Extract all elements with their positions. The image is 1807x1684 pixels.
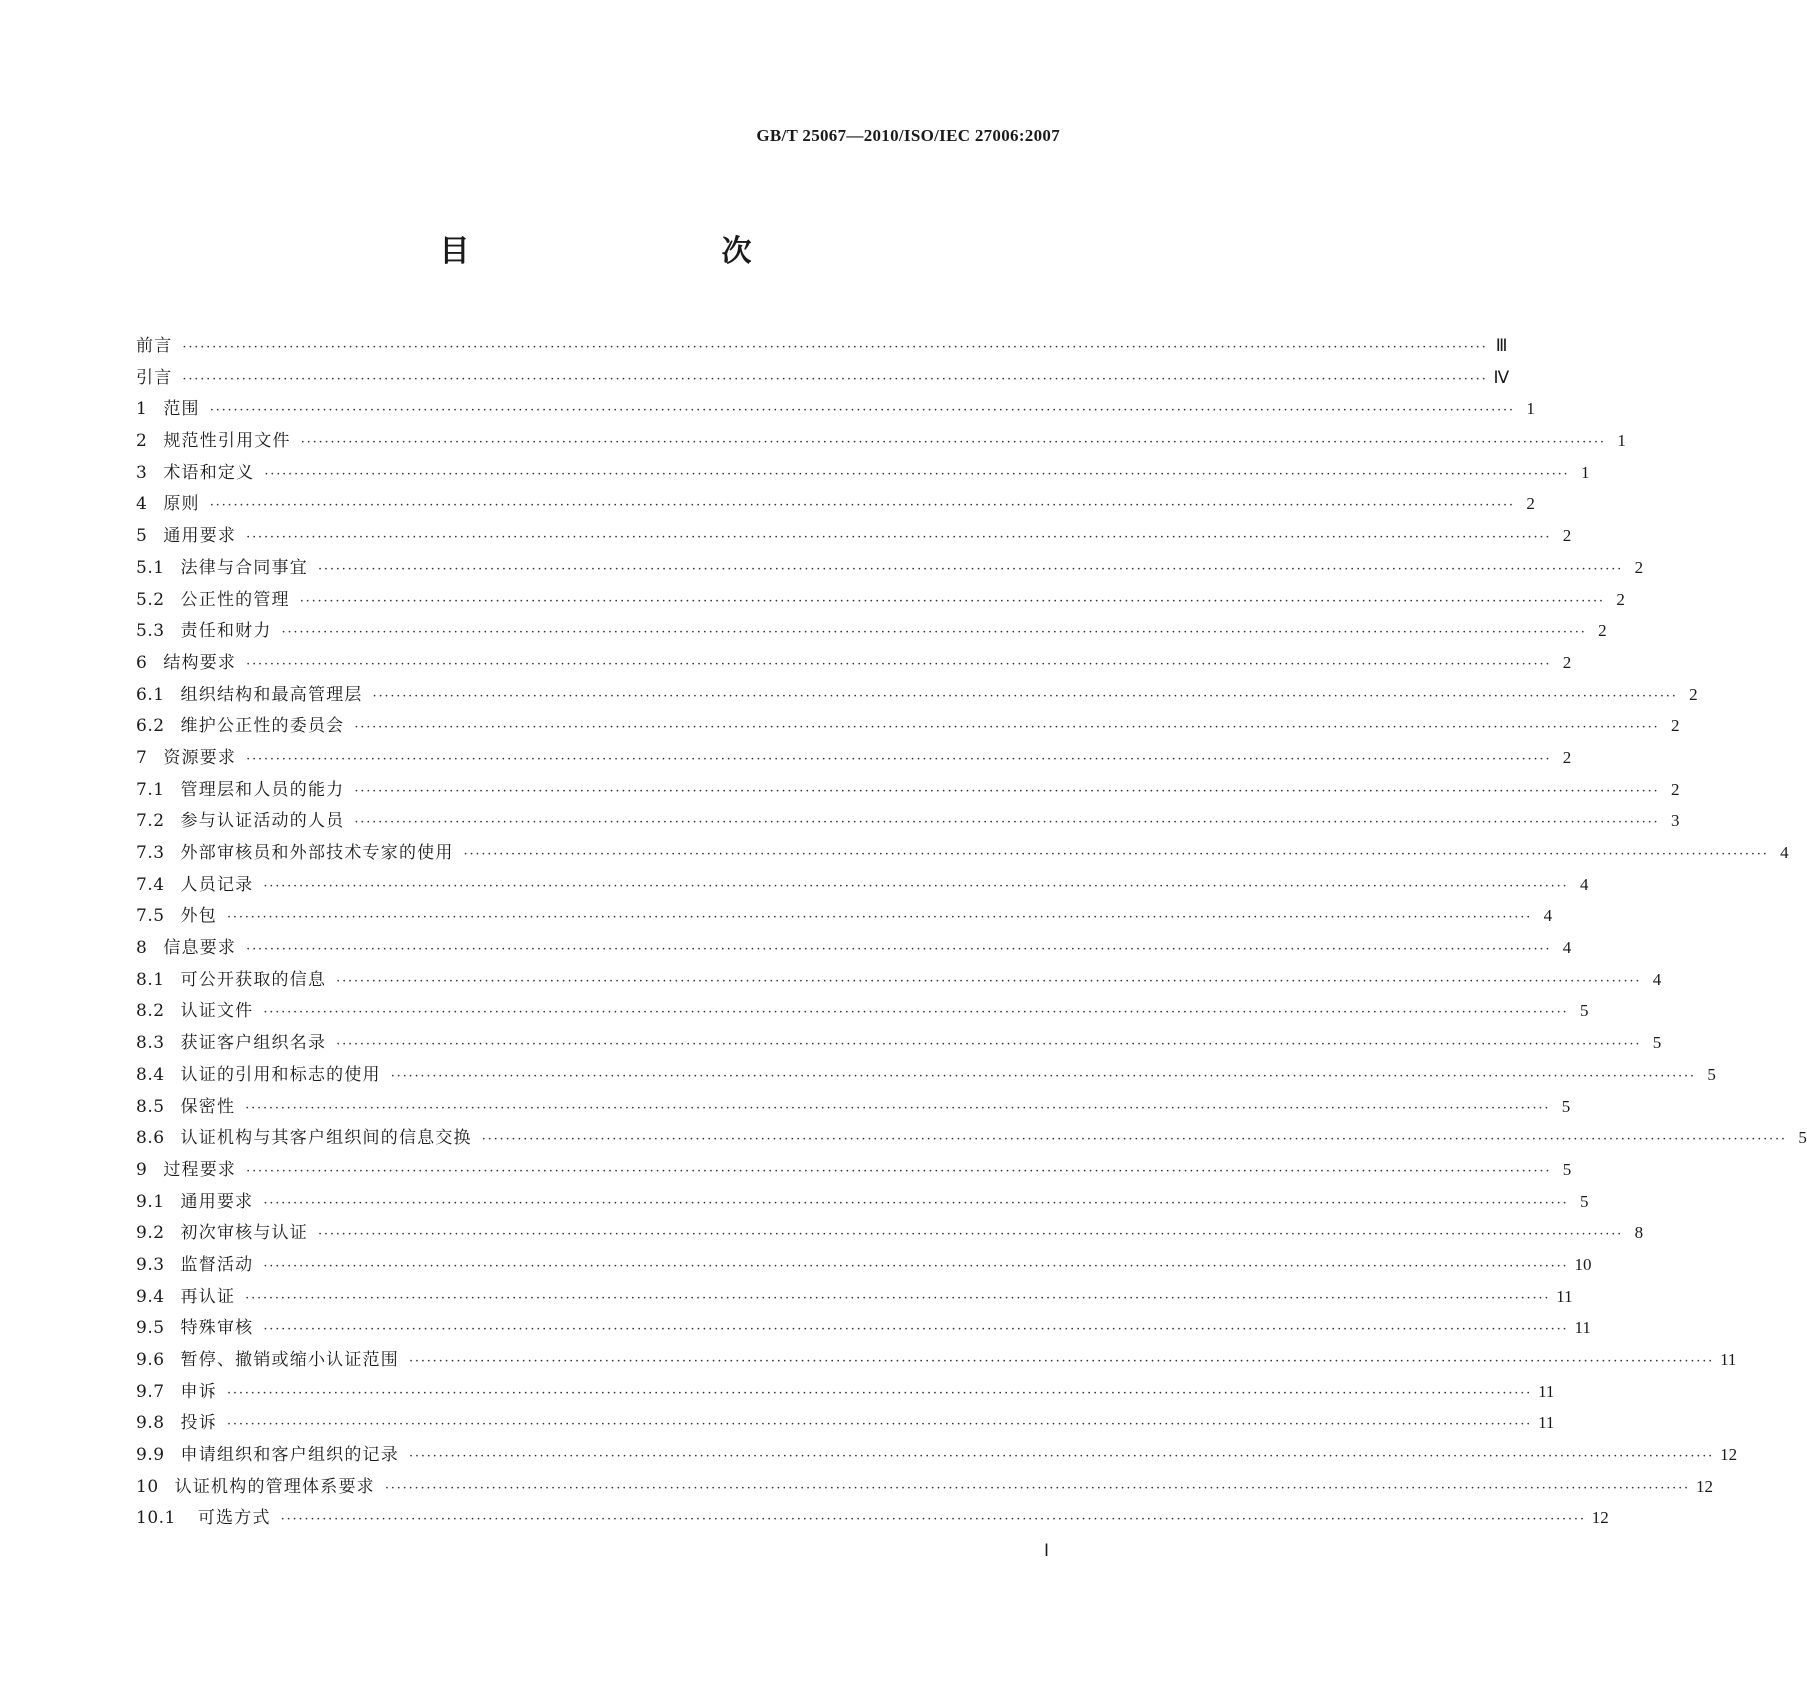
toc-entry-number: 9.6	[136, 1350, 165, 1370]
toc-entry-title: 可选方式	[197, 1508, 271, 1529]
toc-dot-leader: ····························································································································································································································	[182, 340, 1488, 355]
toc-dot-leader: ····························································································································································································································	[246, 942, 1552, 958]
toc-dot-leader: ····························································································································································································································	[182, 371, 1488, 387]
toc-entry-title: 组织结构和最高管理层	[180, 684, 363, 705]
toc-entry-title: 术语和定义	[163, 462, 255, 483]
toc-entry-page: 3	[1670, 811, 1680, 831]
toc-entry-number: 10	[136, 1476, 159, 1497]
toc-entry-title: 责任和财力	[180, 621, 272, 642]
toc-entry-page: 2	[1616, 589, 1625, 609]
toc-entry-page: 2	[1562, 747, 1572, 767]
toc-entry-title: 认证文件	[180, 1001, 254, 1022]
toc-dot-leader: ····························································································································································································································	[209, 403, 1515, 419]
toc-entry-title: 原则	[163, 494, 200, 515]
toc-dot-leader: ····························································································································································································································	[390, 1068, 1696, 1084]
toc-entry-page: 12	[1695, 1476, 1713, 1496]
toc-dot-leader: ····························································································································································································································	[263, 878, 1569, 894]
toc-dot-leader: ····························································································································································································································	[300, 435, 1606, 451]
toc-entry-number: 9.4	[136, 1286, 165, 1307]
toc-entry-title: 范围	[163, 399, 200, 420]
toc-entry[interactable]	[136, 1376, 1555, 1408]
toc-entry-title: 监督活动	[180, 1254, 254, 1275]
toc-entry-number: 3	[136, 462, 148, 483]
toc-entry-title: 初次审核与认证	[180, 1223, 308, 1244]
toc-entry-page: 2	[1634, 557, 1644, 577]
toc-entry-title: 结构要求	[163, 652, 237, 673]
toc-entry-number: 9.7	[136, 1381, 165, 1402]
toc-entry-page: 5	[1579, 1001, 1589, 1021]
page-title: 目 次	[439, 234, 816, 269]
toc-entry-title: 人员记录	[180, 874, 254, 895]
toc-entry[interactable]	[136, 932, 1572, 964]
standard-code: GB/T 25067—2010/ISO/IEC 27006:2007	[756, 126, 1060, 145]
toc-entry[interactable]	[136, 1122, 1807, 1154]
toc-entry-page: Ⅳ	[1493, 367, 1510, 387]
page-folio: Ⅰ	[1044, 1541, 1050, 1560]
toc-dot-leader: ····························································································································································································································	[354, 783, 1660, 799]
toc-entry-page: 10	[1574, 1254, 1592, 1274]
toc-dot-leader: ····························································································································································································································	[372, 688, 1678, 704]
toc-dot-leader: ····························································································································································································································	[263, 1258, 1569, 1274]
toc-entry[interactable]	[136, 1059, 1716, 1091]
toc-entry[interactable]	[136, 964, 1662, 996]
toc-entry-title: 特殊审核	[180, 1318, 254, 1339]
toc-dot-leader: ····························································································································································································································	[463, 847, 1769, 862]
toc-entry-page: 4	[1652, 969, 1662, 989]
toc-entry-title: 可公开获取的信息	[180, 969, 327, 990]
toc-entry-number: 7.5	[136, 906, 165, 927]
toc-entry[interactable]	[136, 584, 1625, 616]
toc-dot-leader: ····························································································································································································································	[209, 498, 1515, 514]
toc-entry-number: 5.3	[136, 621, 165, 642]
toc-dot-leader: ····························································································································································································································	[354, 815, 1660, 831]
toc-entry-page: Ⅲ	[1495, 336, 1508, 355]
toc-entry-title: 规范性引用文件	[163, 431, 291, 452]
toc-entry-page: 11	[1720, 1350, 1737, 1369]
toc-entry-title: 认证机构的管理体系要求	[174, 1476, 375, 1497]
toc-dot-leader: ····························································································································································································································	[408, 1354, 1715, 1369]
toc-entry-title: 维护公正性的委员会	[180, 716, 345, 737]
toc-dot-leader: ····························································································································································································································	[299, 593, 1605, 609]
toc-entry-title: 公正性的管理	[180, 589, 290, 610]
toc-entry[interactable]	[136, 1027, 1662, 1059]
toc-dot-leader: ····························································································································································································································	[226, 1417, 1533, 1433]
toc-entry[interactable]	[136, 425, 1626, 457]
toc-entry-title: 投诉	[180, 1413, 217, 1434]
toc-entry-page: 2	[1526, 494, 1535, 514]
toc-entry-title: 管理层和人员的能力	[180, 779, 345, 800]
toc-entry[interactable]	[136, 330, 1508, 362]
toc-dot-leader: ····························································································································································································································	[226, 1385, 1533, 1401]
toc-entry[interactable]	[136, 1217, 1644, 1249]
toc-dot-leader: ····························································································································································································································	[317, 1227, 1624, 1243]
toc-entry-number: 9.3	[136, 1254, 165, 1275]
toc-entry-title: 资源要求	[163, 747, 237, 768]
toc-entry-title: 认证机构与其客户组织间的信息交换	[180, 1128, 472, 1149]
toc-dot-leader: ····························································································································································································································	[263, 1322, 1569, 1338]
toc-dot-leader: ····························································································································································································································	[245, 1100, 1551, 1116]
toc-entry-number: 5.2	[136, 589, 165, 610]
toc-entry-number: 7.1	[136, 779, 165, 800]
toc-entry-page: 5	[1798, 1128, 1807, 1148]
toc-entry[interactable]	[136, 1312, 1591, 1344]
toc-dot-leader: ····························································································································································································································	[384, 1480, 1690, 1496]
toc-dot-leader: ····························································································································································································································	[245, 1290, 1551, 1306]
toc-entry-page: 2	[1562, 526, 1572, 546]
toc-entry-title: 通用要求	[163, 526, 237, 547]
toc-entry-number: 9.8	[136, 1413, 165, 1434]
toc-entry[interactable]	[136, 1091, 1571, 1123]
toc-entry[interactable]	[136, 742, 1572, 774]
toc-dot-leader: ····························································································································································································································	[281, 625, 1587, 641]
toc-entry-number: 6	[136, 652, 148, 673]
toc-entry[interactable]	[136, 995, 1589, 1027]
toc-entry-page: 11	[1538, 1381, 1555, 1401]
toc-entry[interactable]	[136, 837, 1789, 869]
toc-dot-leader: ····························································································································································································································	[408, 1449, 1715, 1465]
toc-entry-title: 再认证	[180, 1286, 236, 1307]
toc-dot-leader: ····························································································································································································································	[481, 1132, 1787, 1148]
toc-entry-number: 6.2	[136, 716, 165, 737]
toc-entry-number: 7.4	[136, 874, 165, 895]
toc-entry-page: 1	[1580, 462, 1590, 482]
toc-entry-number: 8.2	[136, 1001, 165, 1022]
toc-entry-page: 2	[1670, 716, 1680, 736]
table-of-contents	[136, 330, 1807, 1534]
toc-entry-number: 8.1	[136, 969, 165, 990]
toc-dot-leader: ····························································································································································································································	[246, 751, 1552, 767]
toc-entry-page: 2	[1562, 652, 1572, 672]
toc-entry-number: 9.5	[136, 1318, 165, 1339]
toc-entry-title: 暂停、撤销或缩小认证范围	[180, 1350, 399, 1370]
toc-dot-leader: ····························································································································································································································	[246, 530, 1552, 546]
toc-entry-page: 2	[1670, 779, 1680, 799]
toc-entry-number: 7.2	[136, 811, 165, 832]
toc-entry[interactable]	[136, 362, 1510, 394]
toc-entry-number: 5	[136, 526, 148, 547]
toc-entry-page: 5	[1652, 1033, 1662, 1053]
toc-dot-leader: ····························································································································································································································	[246, 656, 1552, 672]
toc-entry-title: 认证的引用和标志的使用	[180, 1064, 381, 1085]
toc-entry[interactable]	[136, 1249, 1592, 1281]
toc-entry-page: 5	[1707, 1064, 1716, 1084]
toc-entry-page: 11	[1556, 1286, 1573, 1306]
toc-entry[interactable]	[136, 774, 1680, 806]
toc-entry-number: 8.5	[136, 1096, 165, 1117]
toc-dot-leader: ····························································································································································································································	[336, 1037, 1642, 1053]
toc-entry-title: 外部审核员和外部技术专家的使用	[180, 843, 454, 863]
toc-entry-page: 4	[1543, 906, 1553, 926]
toc-entry[interactable]	[136, 615, 1607, 647]
toc-entry-page: 1	[1526, 399, 1535, 419]
toc-entry[interactable]	[136, 1502, 1609, 1534]
toc-entry[interactable]	[136, 710, 1680, 742]
toc-entry-page: 5	[1561, 1096, 1571, 1116]
toc-entry[interactable]	[136, 393, 1535, 425]
toc-entry-title: 参与认证活动的人员	[180, 811, 345, 832]
toc-entry-page: 2	[1598, 621, 1607, 641]
toc-entry-number: 8.4	[136, 1064, 165, 1085]
toc-entry[interactable]	[136, 488, 1535, 520]
toc-entry-title: 外包	[180, 906, 217, 927]
toc-dot-leader: ····························································································································································································································	[317, 561, 1624, 577]
toc-entry-title: 引言	[136, 367, 173, 388]
toc-entry-page: 11	[1574, 1318, 1591, 1338]
toc-entry-number: 6.1	[136, 684, 165, 705]
toc-entry-page: 5	[1579, 1191, 1589, 1211]
toc-entry-number: 7.3	[136, 843, 165, 863]
toc-entry[interactable]	[136, 1344, 1737, 1376]
toc-entry-number: 9	[136, 1159, 148, 1180]
toc-entry-number: 1	[136, 399, 148, 420]
toc-entry-page: 2	[1689, 684, 1698, 704]
toc-dot-leader: ····························································································································································································································	[264, 466, 1570, 482]
toc-entry[interactable]	[136, 805, 1680, 837]
toc-entry-number: 8	[136, 938, 148, 959]
toc-entry-title: 保密性	[180, 1096, 236, 1117]
toc-entry-title: 申请组织和客户组织的记录	[180, 1445, 399, 1466]
toc-entry-title: 法律与合同事宜	[180, 557, 308, 578]
toc-entry[interactable]	[136, 457, 1590, 489]
toc-entry-page: 12	[1720, 1445, 1738, 1465]
toc-entry-number: 4	[136, 494, 148, 515]
toc-entry[interactable]	[136, 1471, 1713, 1503]
toc-entry-number: 2	[136, 431, 148, 452]
toc-dot-leader: ····························································································································································································································	[280, 1512, 1586, 1528]
toc-entry-page: 12	[1591, 1508, 1609, 1528]
toc-entry-page: 4	[1562, 938, 1572, 958]
toc-entry-title: 信息要求	[163, 938, 237, 959]
toc-dot-leader: ····························································································································································································································	[354, 720, 1660, 736]
toc-entry-number: 8.3	[136, 1033, 165, 1054]
toc-entry-number: 9.9	[136, 1445, 165, 1466]
toc-entry-number: 9.1	[136, 1191, 165, 1212]
toc-dot-leader: ····························································································································································································································	[226, 910, 1533, 926]
toc-entry[interactable]	[136, 1407, 1555, 1439]
toc-entry-number: 10.1	[136, 1508, 176, 1529]
toc-entry-title: 申诉	[180, 1381, 217, 1402]
toc-dot-leader: ····························································································································································································································	[336, 973, 1642, 989]
toc-dot-leader: ····························································································································································································································	[246, 1163, 1552, 1179]
toc-entry-page: 5	[1562, 1159, 1572, 1179]
toc-dot-leader: ····························································································································································································································	[263, 1005, 1569, 1021]
toc-entry[interactable]	[136, 1186, 1589, 1218]
toc-dot-leader: ····························································································································································································································	[263, 1195, 1569, 1211]
toc-entry-title: 获证客户组织名录	[180, 1033, 327, 1054]
toc-entry-number: 8.6	[136, 1128, 165, 1149]
toc-entry[interactable]	[136, 552, 1644, 584]
toc-entry-title: 过程要求	[163, 1159, 237, 1180]
toc-entry-title: 通用要求	[180, 1191, 254, 1212]
toc-entry[interactable]	[136, 1154, 1572, 1186]
toc-entry-number: 9.2	[136, 1223, 165, 1244]
toc-entry-number: 7	[136, 747, 148, 768]
toc-entry[interactable]	[136, 520, 1572, 552]
toc-entry[interactable]	[136, 869, 1589, 901]
toc-entry[interactable]	[136, 1439, 1738, 1471]
toc-entry-page: 8	[1634, 1223, 1644, 1243]
toc-entry[interactable]	[136, 900, 1553, 932]
toc-entry-page: 11	[1538, 1413, 1555, 1433]
toc-entry[interactable]	[136, 679, 1698, 711]
toc-entry[interactable]	[136, 647, 1572, 679]
toc-entry-page: 4	[1780, 843, 1789, 862]
toc-entry-page: 1	[1617, 431, 1626, 451]
toc-entry-page: 4	[1579, 874, 1589, 894]
toc-entry-number: 5.1	[136, 557, 165, 578]
toc-entry-title: 前言	[136, 336, 173, 356]
toc-entry[interactable]	[136, 1281, 1573, 1313]
